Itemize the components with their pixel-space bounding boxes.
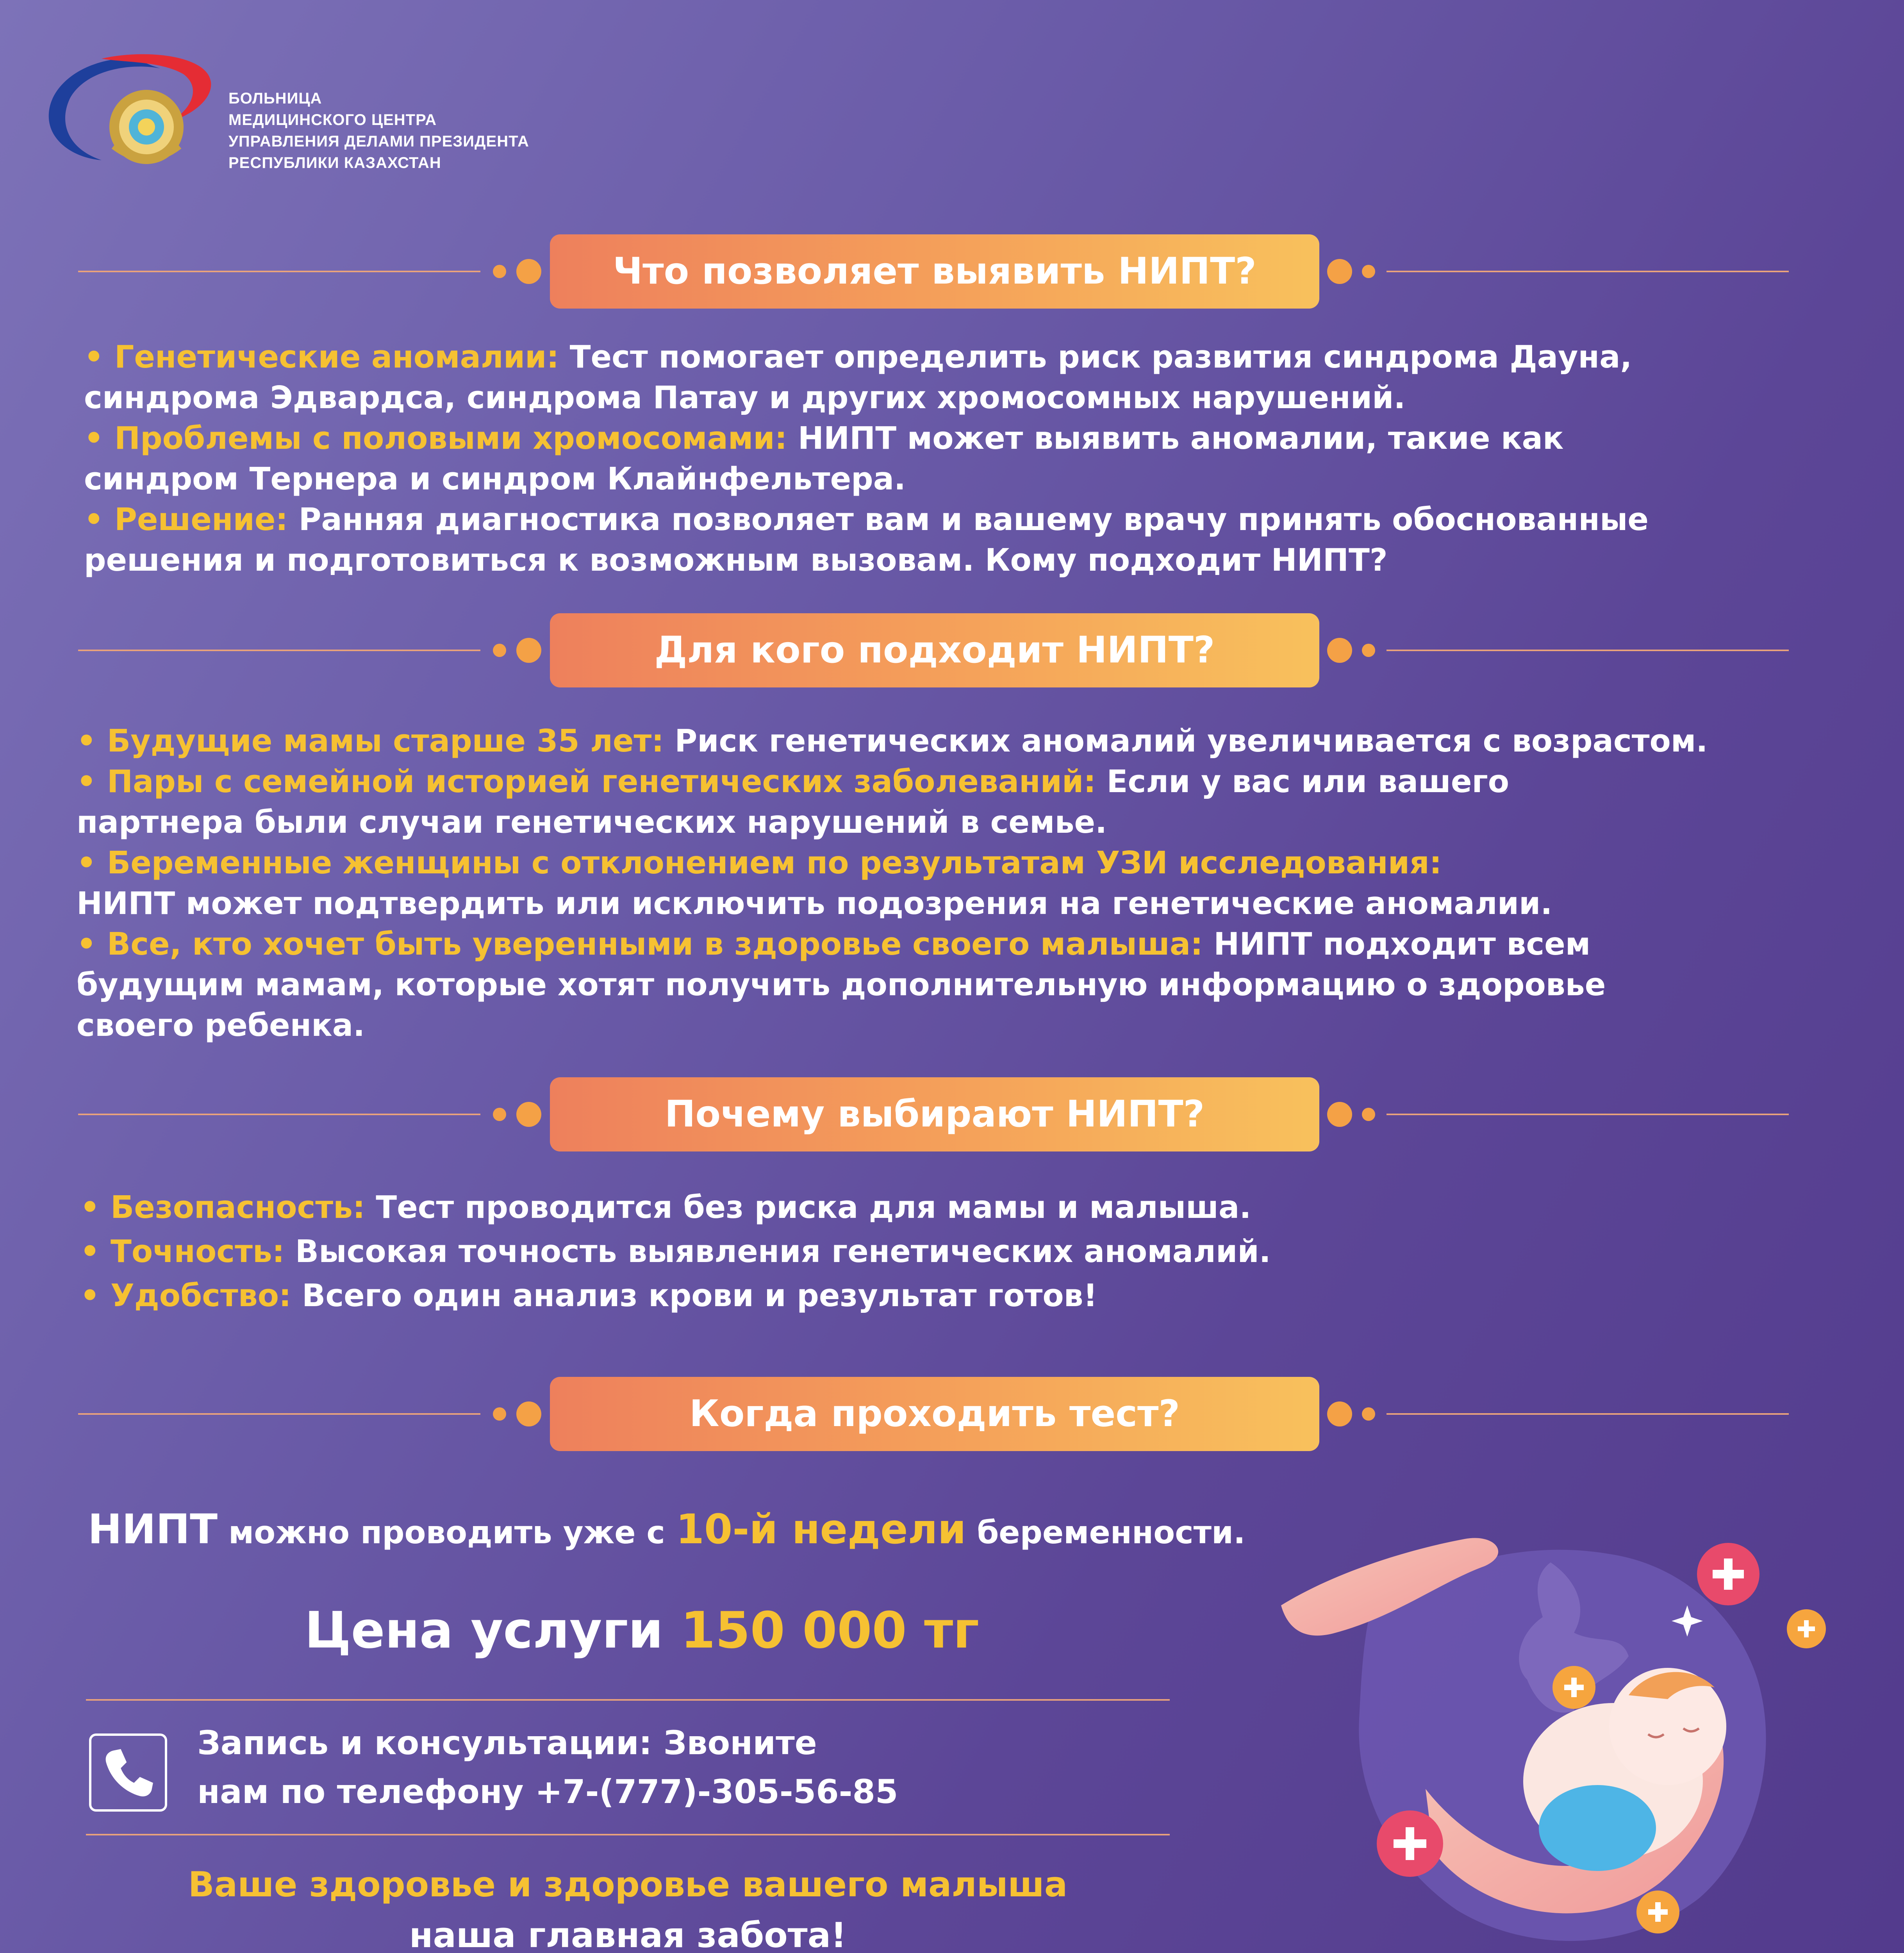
bullet-line: • Пары с семейной историей генетических заболеваний: Если у вас или вашего bbox=[77, 764, 1510, 800]
decor-dot bbox=[516, 638, 541, 663]
bullet-line: синдром Тернера и синдром Клайнфельтера. bbox=[84, 461, 906, 497]
section-header-why bbox=[0, 1077, 1904, 1151]
baby-in-hands-illustration bbox=[1277, 1516, 1840, 1953]
divider-line bbox=[86, 1699, 1170, 1701]
footer-line: наша главная забота! bbox=[409, 1915, 847, 1953]
price-text: Цена услуги 150 000 тг bbox=[305, 1601, 980, 1660]
section-body-who bbox=[77, 721, 1708, 1046]
organization-name bbox=[228, 88, 529, 174]
decor-dot bbox=[1362, 1108, 1375, 1121]
bullet-line: решения и подготовиться к возможным вызовам. Кому подходит НИПТ? bbox=[84, 542, 1388, 578]
bullet-line: партнера были случаи генетических нарушений в семье. bbox=[77, 804, 1107, 840]
decor-dot bbox=[1327, 1102, 1352, 1127]
bullet-line: • Удобство: Всего один анализ крови и результат готов! bbox=[80, 1278, 1097, 1314]
decor-dot bbox=[1327, 638, 1352, 663]
decor-dot bbox=[516, 1401, 541, 1426]
section-header-who bbox=[0, 613, 1904, 687]
section-header-when bbox=[0, 1377, 1904, 1451]
divider-line bbox=[78, 1114, 480, 1115]
org-line: РЕСПУБЛИКИ КАЗАХСТАН bbox=[228, 154, 441, 171]
divider-line bbox=[78, 650, 480, 651]
contact-phone[interactable]: нам по телефону +7-(777)-305-56-85 bbox=[197, 1773, 898, 1811]
decor-dot bbox=[1362, 265, 1375, 278]
divider-line bbox=[1387, 1413, 1789, 1415]
decor-dot bbox=[1327, 1401, 1352, 1426]
bullet-line: • Проблемы с половыми хромосомами: НИПТ может выявить аномалии, такие как bbox=[84, 420, 1564, 456]
decor-dot bbox=[1362, 1407, 1375, 1421]
bullet-line: синдрома Эдвардса, синдрома Патау и других хромосомных нарушений. bbox=[84, 380, 1406, 416]
divider-line bbox=[78, 271, 480, 272]
contact-text bbox=[197, 1719, 898, 1816]
decor-dot bbox=[516, 1102, 541, 1127]
timing-text: НИПТ можно проводить уже с 10-й недели беременности. bbox=[88, 1505, 1246, 1553]
org-line: БОЛЬНИЦА bbox=[228, 90, 322, 107]
bullet-line: • Генетические аномалии: Тест помогает определить риск развития синдрома Дауна, bbox=[84, 339, 1632, 375]
footer-slogan bbox=[86, 1859, 1170, 1953]
section-title: Что позволяет выявить НИПТ? bbox=[550, 234, 1319, 309]
bullet-line: • Беременные женщины с отклонением по результатам УЗИ исследования: bbox=[77, 845, 1442, 881]
bullet-line: • Точность: Высокая точность выявления генетических аномалий. bbox=[80, 1234, 1271, 1269]
section-header-detect bbox=[0, 234, 1904, 309]
decor-dot bbox=[493, 1407, 506, 1421]
divider-line bbox=[1387, 271, 1789, 272]
divider-line bbox=[1387, 1114, 1789, 1115]
section-title: Почему выбирают НИПТ? bbox=[550, 1077, 1319, 1151]
bullet-line: • Будущие мамы старше 35 лет: Риск генетических аномалий увеличивается с возрастом. bbox=[77, 723, 1708, 759]
phone-icon[interactable] bbox=[89, 1733, 167, 1812]
bullet-line: НИПТ может подтвердить или исключить подозрения на генетические аномалии. bbox=[77, 885, 1552, 921]
decor-dot bbox=[516, 259, 541, 284]
section-body-detect bbox=[84, 337, 1649, 580]
section-title: Для кого подходит НИПТ? bbox=[550, 613, 1319, 687]
footer-line: Ваше здоровье и здоровье вашего малыша bbox=[188, 1864, 1068, 1905]
decor-dot bbox=[1362, 644, 1375, 657]
bullet-line: своего ребенка. bbox=[77, 1007, 365, 1043]
divider-line bbox=[86, 1834, 1170, 1835]
bullet-line: • Безопасность: Тест проводится без риска для мамы и малыша. bbox=[80, 1189, 1251, 1225]
bullet-line: • Все, кто хочет быть уверенными в здоровье своего малыша: НИПТ подходит всем bbox=[77, 926, 1591, 962]
decor-dot bbox=[1327, 259, 1352, 284]
bullet-line: • Решение: Ранняя диагностика позволяет вам и вашему врачу принять обоснованные bbox=[84, 502, 1649, 537]
org-line: УПРАВЛЕНИЯ ДЕЛАМИ ПРЕЗИДЕНТА bbox=[228, 133, 529, 150]
bullet-line: будущим мамам, которые хотят получить дополнительную информацию о здоровье bbox=[77, 967, 1606, 1003]
decor-dot bbox=[493, 1108, 506, 1121]
divider-line bbox=[78, 1413, 480, 1415]
decor-dot bbox=[493, 644, 506, 657]
section-title: Когда проходить тест? bbox=[550, 1377, 1319, 1451]
decor-dot bbox=[493, 265, 506, 278]
contact-line: Запись и консультации: Звоните bbox=[197, 1724, 817, 1762]
section-body-why bbox=[80, 1185, 1271, 1318]
hospital-emblem-logo bbox=[43, 47, 215, 176]
org-line: МЕДИЦИНСКОГО ЦЕНТРА bbox=[228, 111, 437, 129]
divider-line bbox=[1387, 650, 1789, 651]
